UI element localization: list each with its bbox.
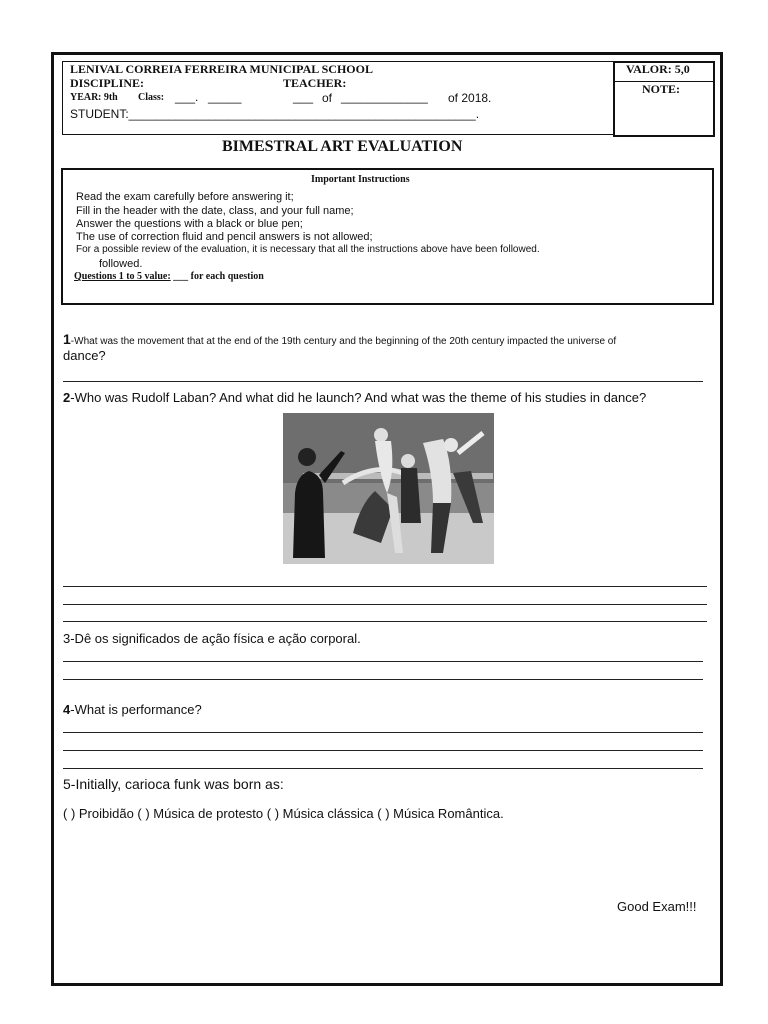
dance-photo [283,413,494,564]
teacher-label: TEACHER: [283,76,347,90]
answer-line[interactable] [63,621,707,622]
answer-line[interactable] [63,604,707,605]
date-blank[interactable]: ___ [293,90,314,104]
class-blank[interactable]: ___. [175,90,199,104]
date-of-text: of [322,91,333,105]
day-blank[interactable]: _____ [208,90,242,104]
instruction-item: Answer the questions with a black or blue pen; [76,218,303,230]
answer-line[interactable] [63,381,703,382]
question-1: 1-What was the movement that at the end of the 19th century and the beginning of the 20th century impacted the universe of [63,331,617,347]
student-field[interactable]: STUDENT:____________________________________________________. [70,107,480,121]
instruction-item: Fill in the header with the date, class, and your full name; [76,205,354,217]
answer-line[interactable] [63,732,703,733]
page-title: BIMESTRAL ART EVALUATION [222,138,463,155]
instructions-heading: Important Instructions [311,174,410,185]
question-5-options[interactable]: ( ) Proibidão ( ) Música de protesto ( ) Música clássica ( ) Música Romântica. [63,806,504,821]
year-label: YEAR [70,92,99,103]
year-text: of 2018. [448,91,492,105]
year-value: : 9th [98,92,118,103]
valor-label: VALOR: 5,0 [626,62,690,76]
discipline-label: DISCIPLINE: [70,76,145,90]
answer-line[interactable] [63,750,703,751]
closing-text: Good Exam!!! [617,899,697,914]
month-blank[interactable]: _____________ [341,90,428,104]
instruction-item-continuation: followed. [99,258,143,270]
class-label: Class: [138,92,165,103]
question-3: 3-Dê os significados de ação física e ação corporal. [63,631,361,646]
values-instruction: Questions 1 to 5 value: ___ for each question [74,271,264,282]
question-2: 2-Who was Rudolf Laban? And what did he launch? And what was the theme of his studies in dance? [63,390,647,405]
note-label[interactable]: NOTE: [642,82,681,96]
question-4: 4-What is performance? [63,702,202,717]
answer-line[interactable] [63,661,703,662]
instruction-item: Read the exam carefully before answering it; [76,191,294,203]
answer-line[interactable] [63,768,703,769]
answer-line[interactable] [63,586,707,587]
instruction-item: For a possible review of the evaluation, it is necessary that all the instructions above have been followed. [76,244,540,255]
question-1-continuation: dance? [63,348,106,363]
instruction-item: The use of correction fluid and pencil answers is not allowed; [76,231,373,243]
school-name: LENIVAL CORREIA FERREIRA MUNICIPAL SCHOOL [70,62,373,76]
answer-line[interactable] [63,679,703,680]
question-5: 5-Initially, carioca funk was born as: [63,776,284,792]
